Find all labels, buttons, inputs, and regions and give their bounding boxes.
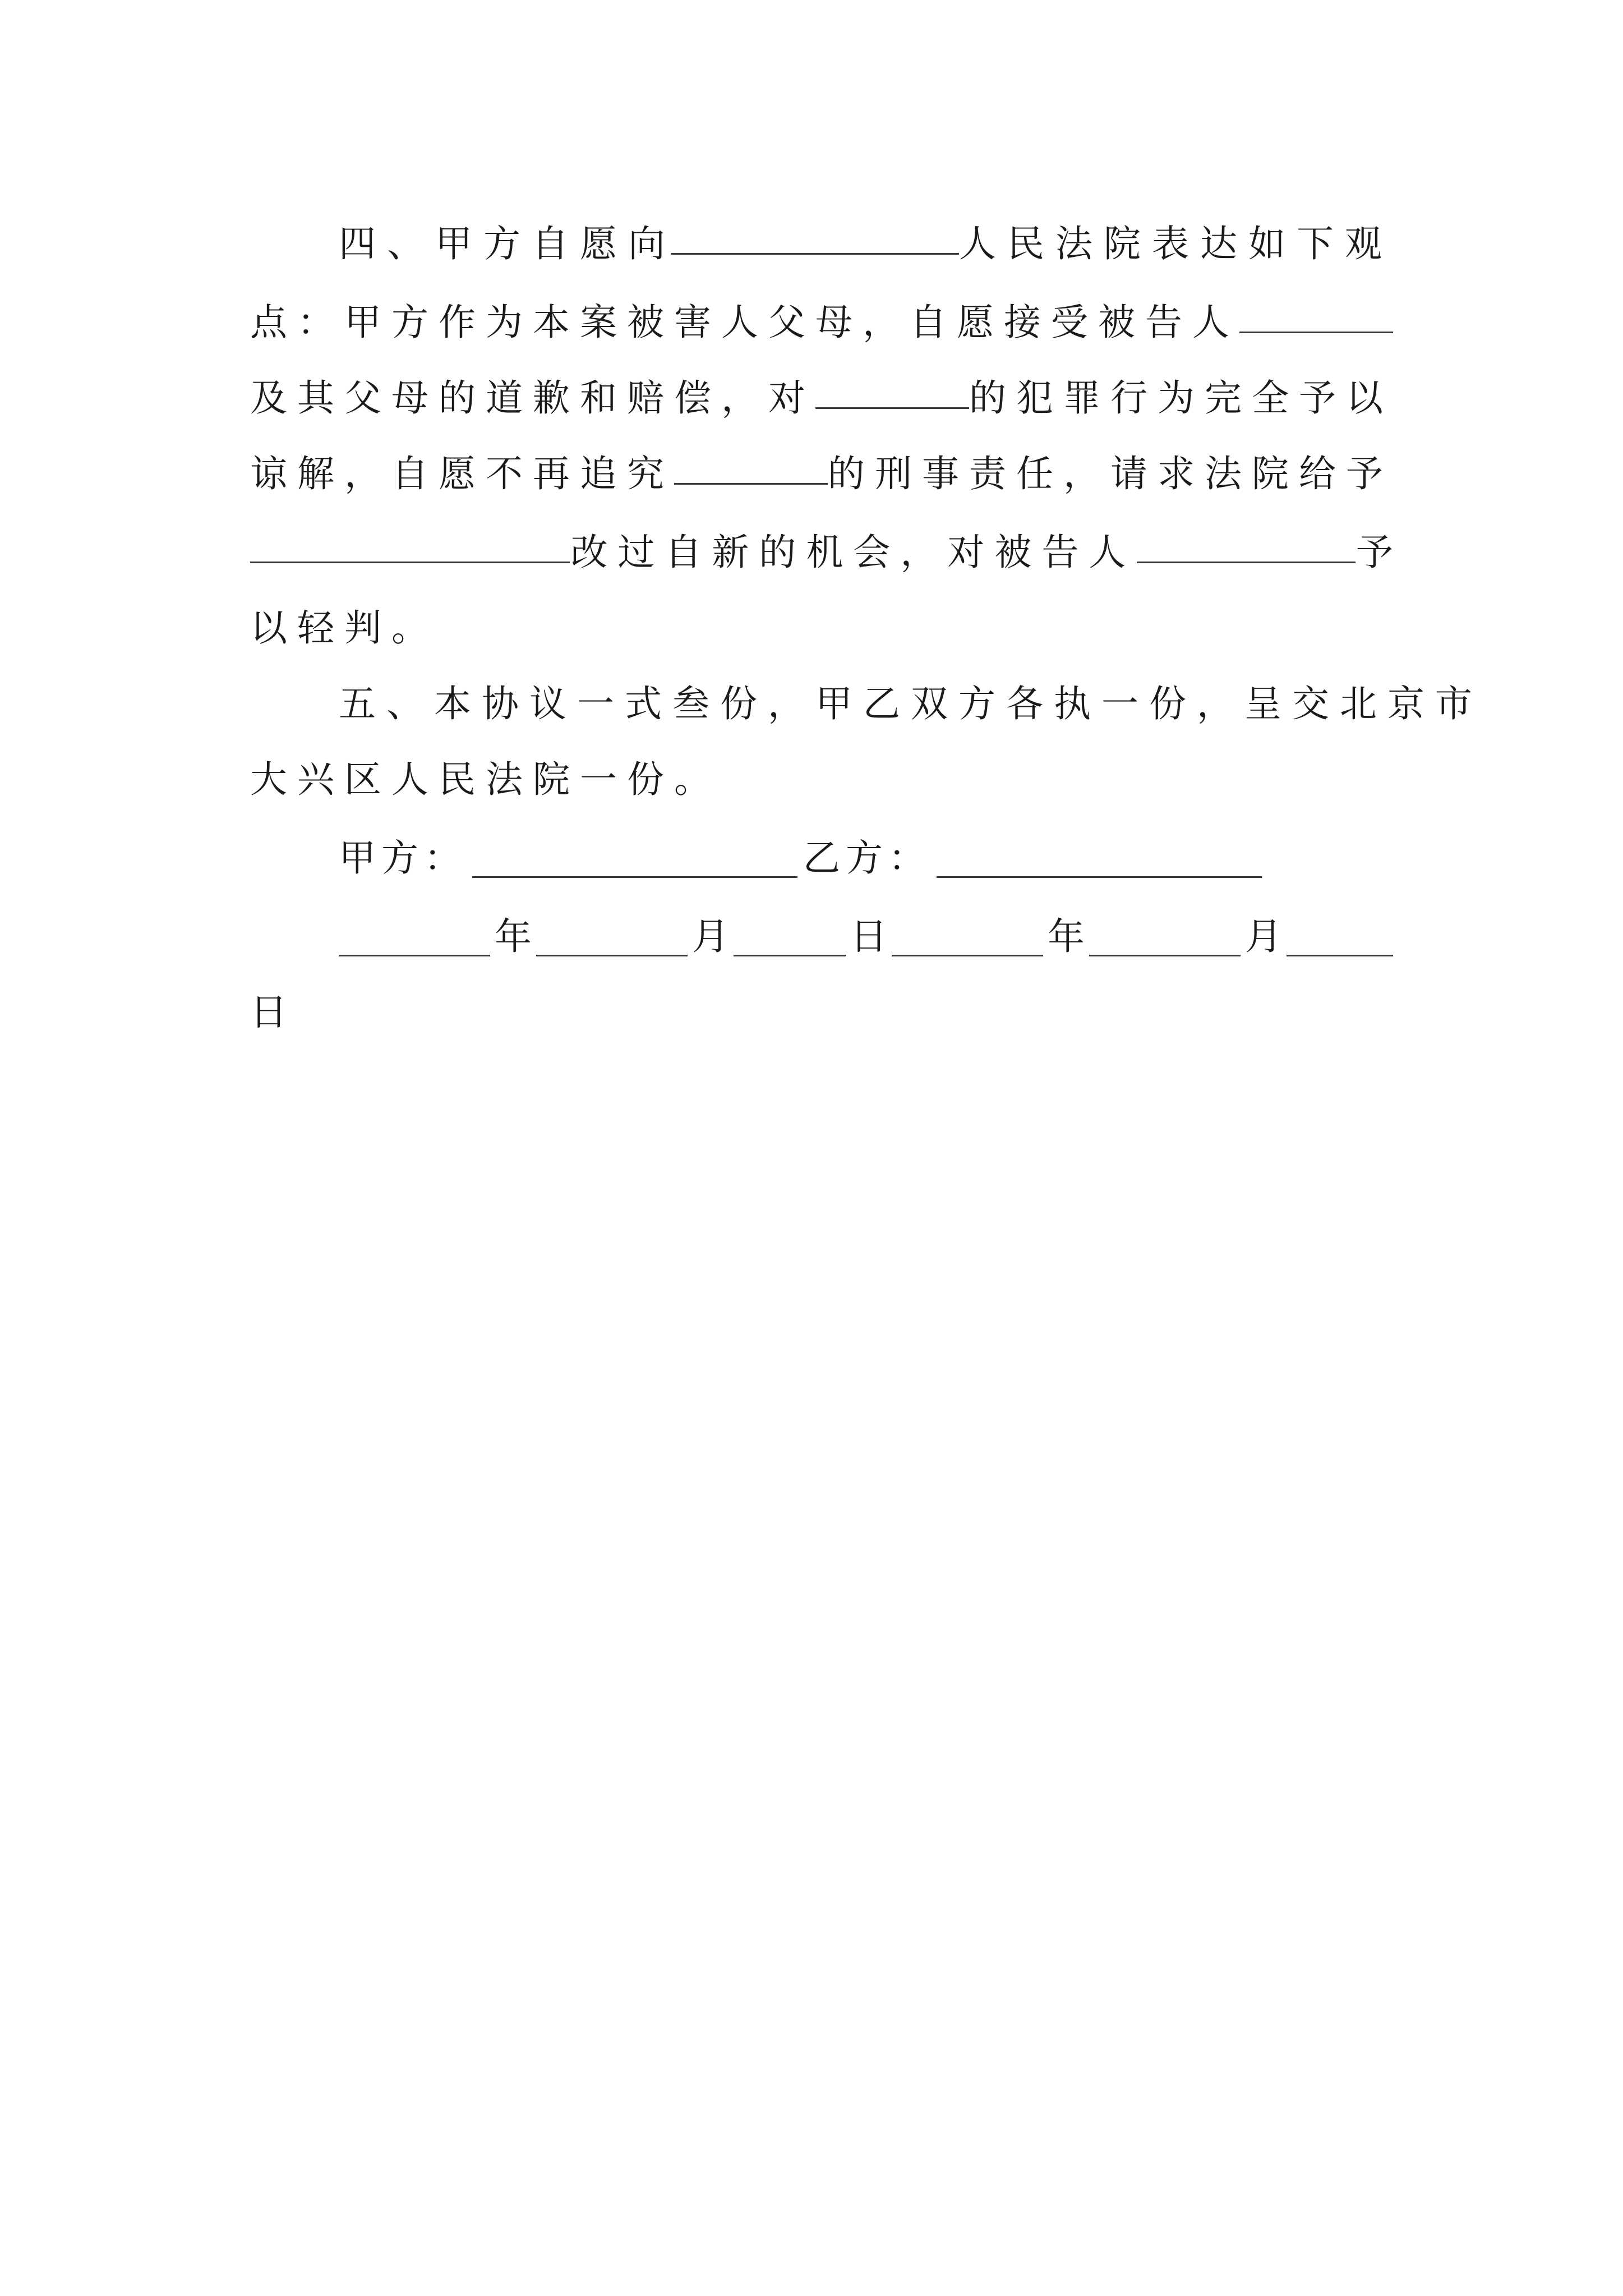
para4-line4 — [250, 446, 1393, 502]
defendant-name-blank-2[interactable] — [815, 370, 969, 409]
para4-line3-text-a: 及其父母的道歉和赔偿，对 — [250, 376, 815, 420]
para5-line1-text: 五、本协议一式叁份，甲乙双方各执一份，呈交北京市 — [339, 682, 1483, 725]
para4-line1-text-a: 四、甲方自愿向 — [339, 222, 676, 265]
para4-line5 — [250, 524, 1393, 581]
party-b-signature-blank[interactable] — [937, 839, 1262, 878]
date1-year-label: 年 — [495, 915, 532, 958]
para4-line4-text-b: 的刑事责任，请求法院给予 — [828, 452, 1393, 495]
para5-line2 — [250, 752, 721, 808]
party-a-signature-blank[interactable] — [472, 839, 797, 878]
court-name-blank[interactable] — [671, 216, 959, 255]
date1-month-blank[interactable] — [536, 918, 688, 956]
signatures-line — [339, 830, 1262, 886]
para4-line1-text-b: 人民法院表达如下观 — [959, 222, 1393, 265]
defendant-name-blank-1[interactable] — [1239, 295, 1393, 333]
dates-line — [339, 909, 1393, 965]
para4-line2-text-a: 点：甲方作为本案被害人父母，自愿接受被告人 — [250, 301, 1239, 344]
date2-month-blank[interactable] — [1089, 918, 1241, 956]
party-a-label: 甲方： — [339, 836, 467, 880]
para4-line3-text-b: 的犯罪行为完全予以 — [969, 376, 1393, 420]
date2-year-label: 年 — [1048, 915, 1085, 958]
para4-line3 — [250, 370, 1393, 426]
para4-line2 — [250, 295, 1393, 351]
dates-line-continuation — [250, 984, 297, 1041]
para4-line6-text: 以轻判。 — [250, 606, 439, 650]
para4-line4-text-a: 谅解，自愿不再追究 — [250, 452, 674, 495]
para4-line5-text-b: 予 — [1355, 531, 1393, 574]
date2-day-blank[interactable] — [1287, 918, 1393, 956]
date1-day-blank[interactable] — [734, 918, 846, 956]
defendant-name-blank-4[interactable] — [250, 524, 570, 563]
para5-line1 — [339, 676, 1483, 732]
date2-day-label: 日 — [250, 991, 297, 1034]
date1-day-label: 日 — [850, 915, 887, 958]
date2-month-label: 月 — [1245, 915, 1282, 958]
para4-line5-text-a: 改过自新的机会，对被告人 — [570, 531, 1136, 574]
date2-year-blank[interactable] — [892, 918, 1043, 956]
para5-line2-text: 大兴区人民法院一份。 — [250, 758, 721, 801]
date1-year-blank[interactable] — [339, 918, 490, 956]
defendant-name-blank-5[interactable] — [1137, 524, 1355, 563]
defendant-name-blank-3[interactable] — [674, 446, 828, 485]
party-b-label: 乙方： — [803, 836, 931, 880]
date1-month-label: 月 — [692, 915, 729, 958]
para4-line6 — [250, 600, 439, 656]
para4-line1 — [339, 216, 1393, 272]
